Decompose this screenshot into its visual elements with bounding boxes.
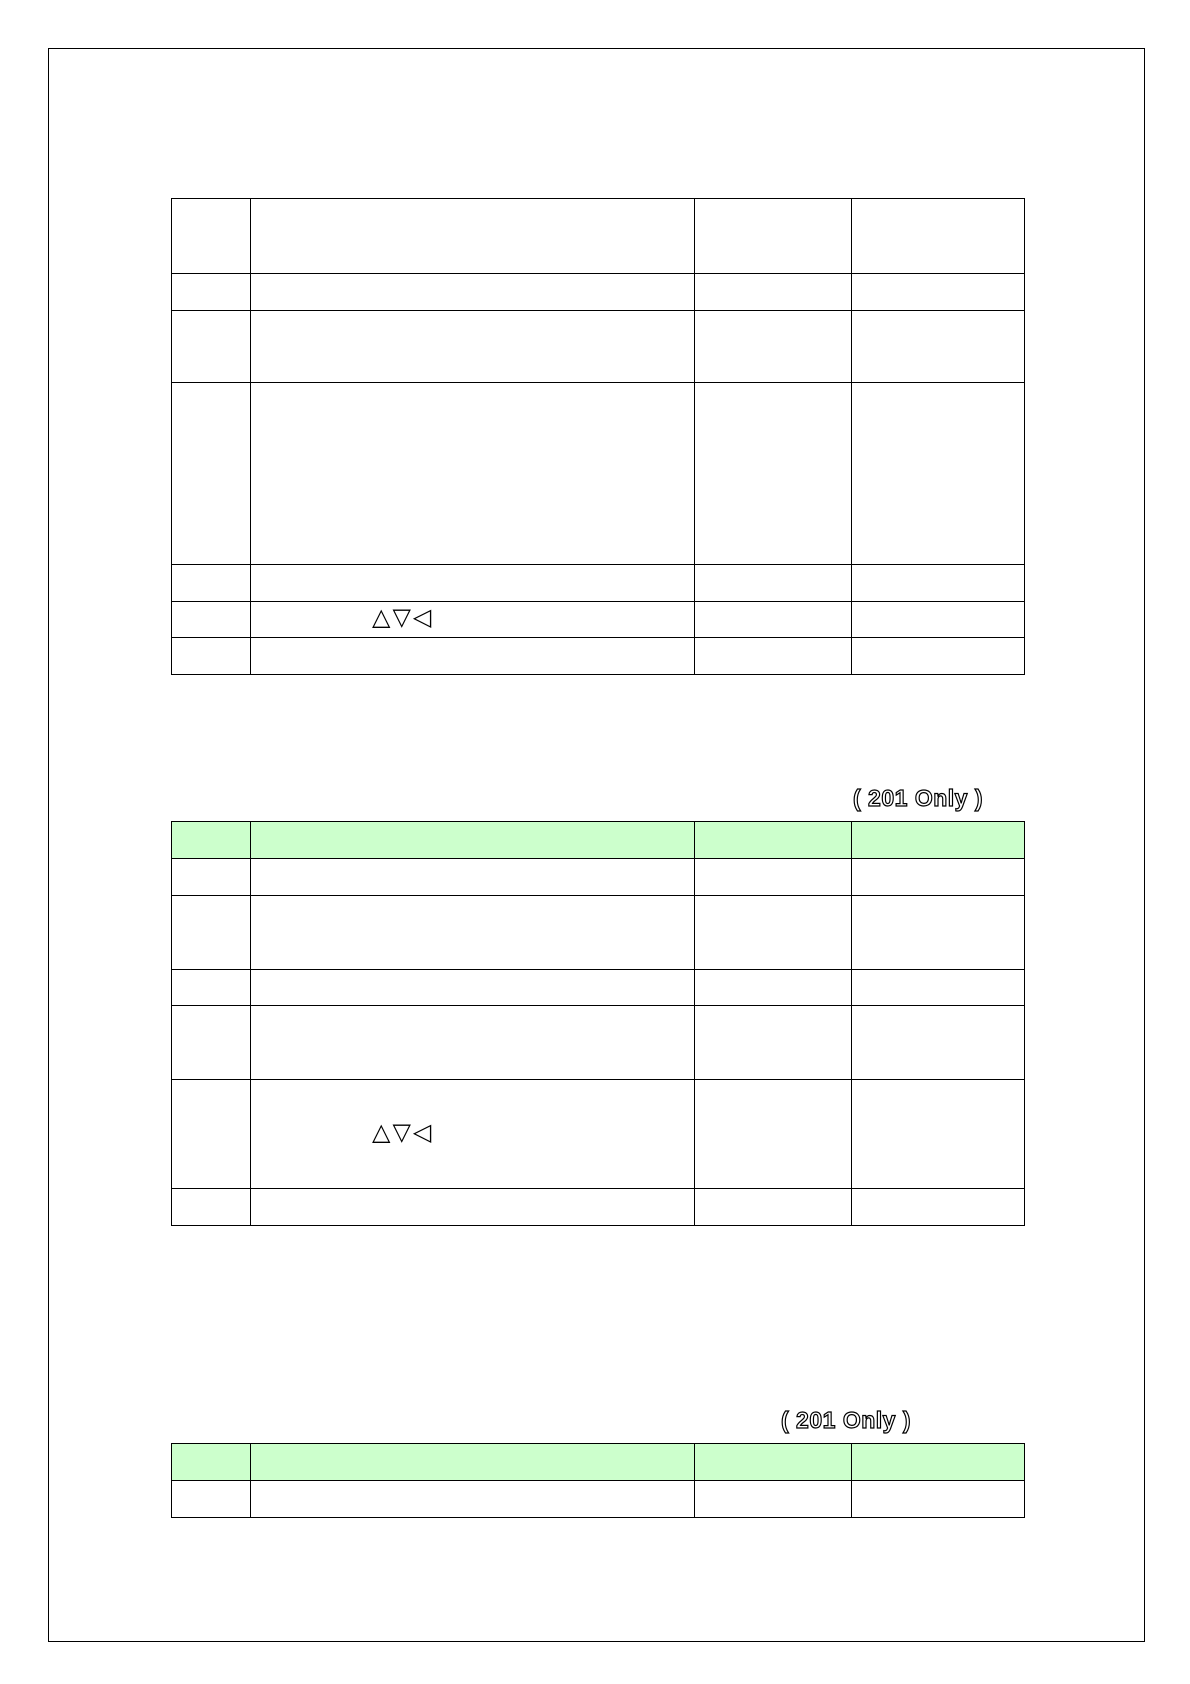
table-header-row (172, 822, 1025, 859)
table-row (172, 1006, 1025, 1080)
table-row (172, 311, 1025, 383)
table-row (172, 274, 1025, 311)
table-row (172, 602, 1025, 638)
table-row (172, 1189, 1025, 1226)
table-3 (171, 1443, 1025, 1518)
table-row (172, 383, 1025, 565)
table-row (172, 565, 1025, 602)
table-1 (171, 198, 1025, 675)
arrow-symbols-icon: △▽◁ (372, 1118, 434, 1146)
table-2 (171, 821, 1025, 1226)
table-row-header (172, 199, 1025, 274)
table-row (172, 896, 1025, 970)
model-note-label: ( 201 Only ) (781, 1407, 911, 1433)
table-row (172, 970, 1025, 1006)
table-header-row (172, 1444, 1025, 1481)
model-note-label: ( 201 Only ) (853, 785, 983, 811)
table-row (172, 859, 1025, 896)
table-row (172, 638, 1025, 675)
table-row (172, 1080, 1025, 1189)
arrow-symbols-icon: △▽◁ (372, 603, 434, 631)
table-row (172, 1481, 1025, 1518)
